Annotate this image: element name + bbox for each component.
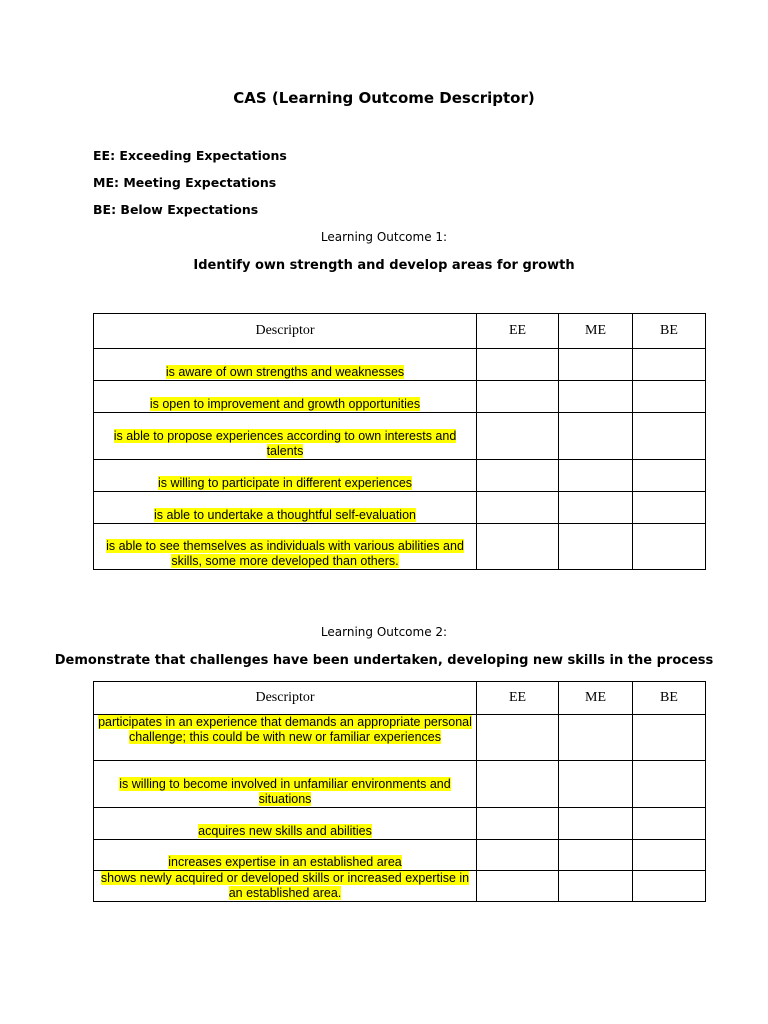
- ee-cell[interactable]: [477, 871, 559, 902]
- descriptor-text: is aware of own strengths and weaknesses: [165, 365, 405, 379]
- descriptor-text: shows newly acquired or developed skills or increased expertise in an established area.: [100, 871, 470, 900]
- descriptor-text: increases expertise in an established area: [168, 855, 402, 869]
- be-cell[interactable]: [633, 808, 706, 840]
- ee-cell[interactable]: [477, 492, 559, 524]
- legend-ee: EE: Exceeding Expectations: [93, 148, 287, 163]
- outcome2-label: Learning Outcome 2:: [320, 625, 448, 639]
- outcome1-label: Learning Outcome 1:: [320, 230, 448, 244]
- ee-cell[interactable]: [477, 808, 559, 840]
- header-descriptor: Descriptor: [94, 314, 477, 349]
- me-cell[interactable]: [559, 840, 633, 871]
- be-cell[interactable]: [633, 413, 706, 460]
- table-row: [94, 524, 706, 570]
- be-cell[interactable]: [633, 349, 706, 381]
- header-me: ME: [559, 314, 633, 349]
- me-cell[interactable]: [559, 413, 633, 460]
- descriptor-text: is able to propose experiences according to own interests and talents: [113, 429, 457, 458]
- table-row: [94, 381, 706, 413]
- me-cell[interactable]: [559, 761, 633, 808]
- ee-cell[interactable]: [477, 413, 559, 460]
- table-row: [94, 715, 706, 761]
- header-be: BE: [633, 682, 706, 715]
- be-cell[interactable]: [633, 381, 706, 413]
- me-cell[interactable]: [559, 349, 633, 381]
- table-row: [94, 840, 706, 871]
- descriptor-text: is able to see themselves as individuals with various abilities and skills, some more developed than others.: [106, 539, 464, 568]
- descriptor-text: is willing to participate in different experiences: [157, 476, 413, 490]
- document-title: CAS (Learning Outcome Descriptor): [233, 89, 535, 107]
- ee-cell[interactable]: [477, 840, 559, 871]
- be-cell[interactable]: [633, 761, 706, 808]
- outcome2-heading: Demonstrate that challenges have been undertaken, developing new skills in the process: [54, 653, 714, 668]
- table-row: [94, 808, 706, 840]
- ee-cell[interactable]: [477, 524, 559, 570]
- table-row: [94, 871, 706, 902]
- header-ee: EE: [477, 314, 559, 349]
- descriptor-text: acquires new skills and abilities: [198, 824, 372, 838]
- outcome2-table: [93, 681, 706, 902]
- table-row: [94, 761, 706, 808]
- table-row: [94, 413, 706, 460]
- outcome1-table: [93, 313, 706, 570]
- be-cell[interactable]: [633, 840, 706, 871]
- me-cell[interactable]: [559, 492, 633, 524]
- be-cell[interactable]: [633, 715, 706, 761]
- descriptor-text: is willing to become involved in unfamiliar environments and situations: [119, 777, 451, 806]
- ee-cell[interactable]: [477, 715, 559, 761]
- header-ee: EE: [477, 682, 559, 715]
- be-cell[interactable]: [633, 524, 706, 570]
- header-descriptor: Descriptor: [94, 682, 477, 715]
- be-cell[interactable]: [633, 871, 706, 902]
- me-cell[interactable]: [559, 524, 633, 570]
- ee-cell[interactable]: [477, 460, 559, 492]
- ee-cell[interactable]: [477, 381, 559, 413]
- me-cell[interactable]: [559, 808, 633, 840]
- me-cell[interactable]: [559, 871, 633, 902]
- legend-be: BE: Below Expectations: [93, 202, 259, 217]
- descriptor-text: participates in an experience that demands an appropriate personal challenge; this could be with new or familiar experiences: [98, 715, 472, 744]
- legend-me: ME: Meeting Expectations: [93, 175, 277, 190]
- descriptor-text: is able to undertake a thoughtful self-evaluation: [154, 508, 416, 522]
- outcome1-header-row: [94, 314, 706, 349]
- me-cell[interactable]: [559, 381, 633, 413]
- descriptor-text: is open to improvement and growth opportunities: [149, 397, 421, 411]
- table-row: [94, 460, 706, 492]
- be-cell[interactable]: [633, 492, 706, 524]
- table-row: [94, 349, 706, 381]
- outcome2-header-row: [94, 682, 706, 715]
- me-cell[interactable]: [559, 460, 633, 492]
- me-cell[interactable]: [559, 715, 633, 761]
- table-row: [94, 492, 706, 524]
- outcome1-heading: Identify own strength and develop areas for growth: [193, 258, 575, 273]
- ee-cell[interactable]: [477, 349, 559, 381]
- header-be: BE: [633, 314, 706, 349]
- header-me: ME: [559, 682, 633, 715]
- ee-cell[interactable]: [477, 761, 559, 808]
- be-cell[interactable]: [633, 460, 706, 492]
